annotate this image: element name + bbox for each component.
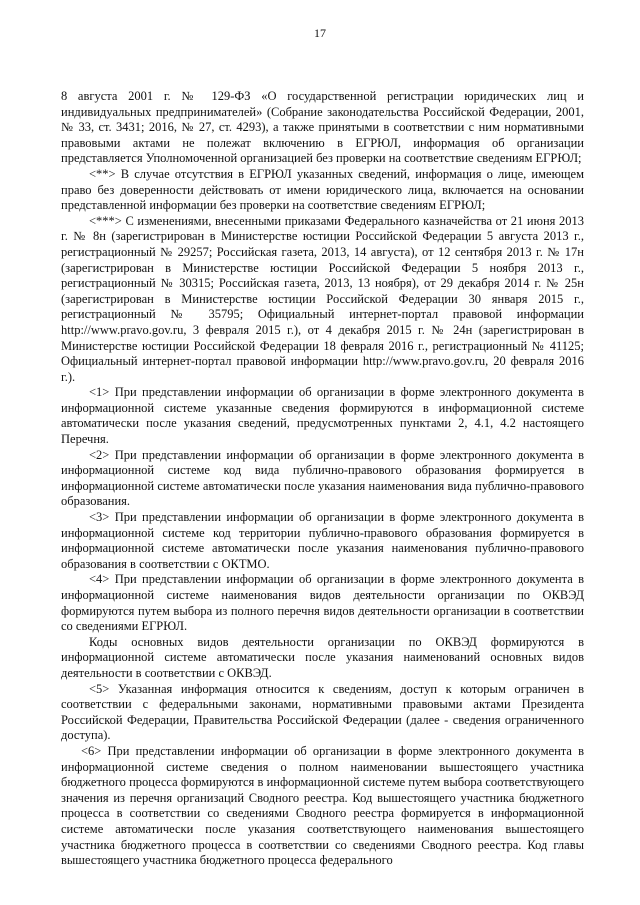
page-number: 17 bbox=[314, 26, 326, 40]
footnote-5: <5> Указанная информация относится к сведениям, доступ к которым ограничен в соответствии с федеральными законами, нормативными правовыми актами Президента Российской Федерации, Правительства Российской Федерации (далее - сведения ограниченного доступа). bbox=[61, 681, 584, 743]
footnote-4: <4> При представлении информации об организации в форме электронного документа в информационной системе наименования видов деятельности организации по ОКВЭД формируются путем выбора из полного перечня видов деятельности организации в соответствии со сведениями ЕГРЮЛ. bbox=[61, 572, 584, 634]
paragraph-okved-codes: Коды основных видов деятельности организации по ОКВЭД формируются в информационной системе автоматически после указания наименований основных видов деятельности в соответствии с ОКВЭД. bbox=[61, 634, 584, 680]
paragraph-law-reference: 8 августа 2001 г. № 129-ФЗ «О государственной регистрации юридических лиц и индивидуальных предпринимателей» (Собрание законодательства Российской Федерации, 2001, № 33, ст. 3431; 2016, № 27, ст. 4293), а также принятыми в соответствии с ним нормативными правовыми актами не полежат включению в ЕГРЮЛ, информация об организации представляется Уполномоченной организацией без проверки на соответствие сведениям ЕГРЮЛ; bbox=[61, 89, 584, 166]
footnote-3: <3> При представлении информации об организации в форме электронного документа в информационной системе код территории публично-правового образования формируется в информационной системе автоматически после указания наименования публично-правового образования в соответствии с ОКТМО. bbox=[61, 510, 584, 571]
footnote-triple-asterisk: <***> С изменениями, внесенными приказами Федерального казначейства от 21 июня 2013 г. № 8н (зарегистрирован в Министерстве юстиции Российской Федерации 5 августа 2013 г., регистрационный № 29257; Российская газета, 2013, 14 августа), от 12 сентября 2013 г. № 17н (зарегистрирован в Министерстве юстиции Российской Федерации 5 ноября 2013 г., регистрационный № 30315; Российская газета, 2013, 13 ноября), от 29 декабря 2014 г. № 25н (зарегистрирован в Министерстве юстиции Российской Федерации 30 января 2015 г., регистрационный № 35795; Официальный интернет-портал правовой информации http://www.pravo.gov.ru, 3 февраля 2015 г.), от 4 декабря 2015 г. № 24н (зарегистрирован в Министерстве юстиции Российской Федерации 18 февраля 2016 г., регистрационный № 41125; Официальный интернет-портал правовой информации http://www.pravo.gov.ru, 20 февраля 2016 г.). bbox=[61, 213, 584, 384]
footnote-2: <2> При представлении информации об организации в форме электронного документа в информационной системе код вида публично-правового образования формируется в информационной системе автоматически после указания наименования вида публично-правового образования. bbox=[61, 447, 584, 509]
document-body bbox=[61, 89, 584, 869]
footnote-6: <6> При представлении информации об организации в форме электронного документа в информационной системе сведения о полном наименовании вышестоящего участника бюджетного процесса формируются в информационной системе путем выбора соответствующего значения из перечня организаций Сводного реестра. Код вышестоящего участника бюджетного процесса в соответствии со сведениями Сводного реестра формируется в информационной системе автоматически после указания соответствующего наименования вышестоящего участника бюджетного процесса в соответствии со сведениями Сводного реестра. Код главы вышестоящего участника бюджетного процесса федерального bbox=[61, 743, 584, 868]
footnote-1: <1> При представлении информации об организации в форме электронного документа в информационной системе указанные сведения формируются в информационной системе автоматически после указания сведений, предусмотренных пунктами 2, 4.1, 4.2 настоящего Перечня. bbox=[61, 385, 584, 447]
footnote-double-asterisk: <**> В случае отсутствия в ЕГРЮЛ указанных сведений, информация о лице, имеющем право без доверенности действовать от имени юридического лица, включается на основании представленной информации без проверки на соответствие сведениям ЕГРЮЛ; bbox=[61, 166, 584, 213]
